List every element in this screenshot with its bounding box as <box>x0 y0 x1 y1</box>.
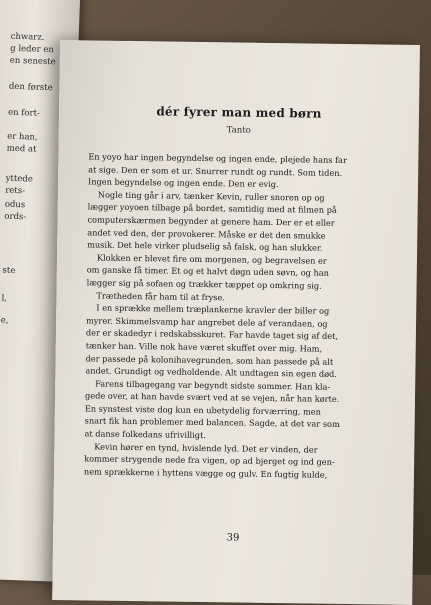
text-line: Klokken er blevet fire om morgenen, og begravelsen er <box>96 252 327 266</box>
text-line: om ganske få timer. Et og et halvt døgn uden søvn, og han <box>86 264 330 279</box>
left-page-fragment: odus <box>4 199 26 211</box>
text-line: Trætheden får ham til at fryse. <box>96 290 226 302</box>
text-line: myrer. Skimmelsvamp har angrebet dele af verandaen, og <box>86 315 328 329</box>
chapter-title: dér fyrer man med børn <box>156 104 322 121</box>
text-line: computerskærmen begynder at genere ham. Der er et eller <box>87 214 335 228</box>
text-line: lægger sig på sofaen og trækker tæppet op omkring sig. <box>86 277 322 291</box>
left-page-fragment: l, <box>1 293 8 304</box>
page-number: 39 <box>226 532 240 544</box>
left-page-fragment: ords- <box>4 211 27 223</box>
left-page-fragment: med at <box>6 143 37 155</box>
text-line: I en sprække mellem træplankerne kravler der biller og <box>96 302 330 316</box>
left-page-fragment: rets- <box>5 185 26 197</box>
text-line: En yoyo har ingen begyndelse og ingen ende, plejede hans far <box>88 151 347 166</box>
text-line: Farens tilbagegang var begyndt sidste sommer. Han kla- <box>95 378 331 392</box>
text-line: der er skadedyr i redskabsskuret. Far havde taget sig af det, <box>85 327 339 342</box>
text-line: lægger yoyoen tilbage på bordet, samtidig med at filmen på <box>87 201 337 216</box>
text-line: Nogle ting går i arv, tænker Kevin, ruller snoren op og <box>97 189 325 203</box>
left-page-fragment: e, <box>0 315 9 326</box>
left-page-fragment: den første <box>8 81 53 94</box>
left-page-fragment: en seneste <box>9 55 56 68</box>
text-line: snart fik han problemer med balancen. Sagde, at det var som <box>84 415 340 430</box>
text-line: andet. Grundigt og vedholdende. Alt undtagen sin egen død. <box>85 365 337 379</box>
text-line: gede over, at han havde svært ved at se vejen, når han kørte. <box>84 390 340 405</box>
text-line: andet ved den, der provokerer. Måske er det den smukke <box>87 226 326 241</box>
left-page-fragment: chwarz. <box>10 31 45 43</box>
text-line: En synstest viste dog kun en ubetydelig forværring, men <box>84 403 322 417</box>
body-text <box>84 150 389 482</box>
left-page-fragment: ste <box>2 265 16 276</box>
text-line: musik. Det hele virker pludselig så falsk, og han slukker. <box>87 239 323 253</box>
text-line: nem sprækkerne i hyttens vægge og gulv. En fugtig kulde, <box>83 466 328 480</box>
text-line: tænker han. Ville nok have været skuffet over mig. Ham, <box>85 340 323 354</box>
left-page-fragment: en fort- <box>7 107 40 119</box>
text-line: kommer strygende nede fra vigen, op ad bjerget og ind gen- <box>84 453 335 468</box>
text-line: at danse folkedans ufrivilligt. <box>84 428 207 441</box>
text-line: der passede på kolonihavegrunden, som han passede på alt <box>85 352 334 367</box>
left-page-fragment: g leder en <box>10 43 55 56</box>
left-page-fragment: yttede <box>5 173 34 185</box>
chapter-author: Tanto <box>226 125 251 136</box>
text-line: Kevin hører en tynd, hvislende lyd. Det er vinden, der <box>94 441 318 455</box>
text-line: at sige. Den er som et ur. Snurrer rundt og rundt. Som tiden. <box>88 164 343 178</box>
text-line: Ingen begyndelse og ingen ende. Den er evig. <box>87 176 279 190</box>
left-page-fragment: er han, <box>6 131 38 143</box>
main-page <box>52 40 420 605</box>
